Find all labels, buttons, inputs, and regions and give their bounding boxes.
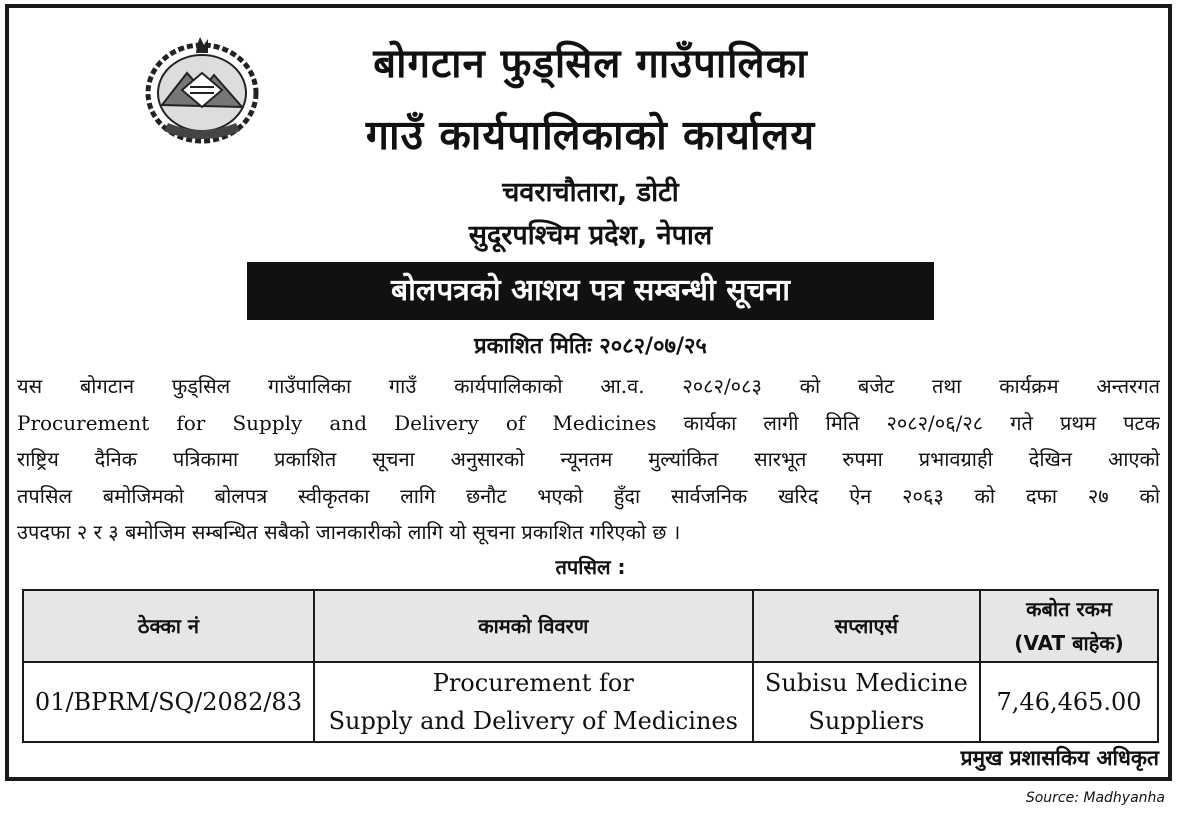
body-line: राष्ट्रिय दैनिक पत्रिकामा प्रकाशित सूचना अनुसारको न्यूनतम मुल्यांकित सारभूत रुपमा प्रभावग्राही देखिन आएको <box>17 447 1160 471</box>
body-line: Procurement for Supply and Delivery of Medicines कार्यका लागी मिति २०८२/०६/२८ गते प्रथम पटक <box>17 410 1160 435</box>
signatory: प्रमुख प्रशासकिय अधिकृत <box>960 746 1159 770</box>
table-header-row <box>23 590 1158 662</box>
office-name: गाउँ कार्यपालिकाको कार्यालय <box>365 111 816 159</box>
header-amount-line1: कबोत रकम <box>1026 597 1112 621</box>
description-line2: Supply and Delivery of Medicines <box>328 707 738 735</box>
notice-title-banner <box>247 262 934 320</box>
header-amount <box>980 590 1158 662</box>
description-line1: Procurement for <box>432 669 634 697</box>
body-line: तपसिल बमोजिमको बोलपत्र स्वीकृतका लागि छनौट भएको हुँदा सार्वजनिक खरिद ऐन २०६३ को दफा २७ को <box>17 483 1160 508</box>
province-country: सुदूरपश्चिम प्रदेश, नेपाल <box>468 220 713 251</box>
notice-body <box>17 368 1160 551</box>
procurement-table <box>22 589 1159 743</box>
cell-description <box>314 662 753 742</box>
cell-contract-no: 01/BPRM/SQ/2082/83 <box>23 662 314 742</box>
office-location: चवराचौतारा, डोटी <box>502 177 679 208</box>
header-supplier: सप्लाएर्स <box>753 590 981 662</box>
table-row <box>23 662 1158 742</box>
source-credit: Source: Madhyanha <box>1025 790 1165 806</box>
header-amount-line2: (VAT बाहेक) <box>1014 631 1124 655</box>
header-contract-no: ठेक्का नं <box>23 590 314 662</box>
header-description: कामको विवरण <box>314 590 753 662</box>
notice-title: बोलपत्रको आशय पत्र सम्बन्धी सूचना <box>391 273 790 308</box>
municipality-name: बोगटान फुड्सिल गाउँपालिका <box>373 41 808 87</box>
cell-supplier <box>753 662 981 742</box>
body-line: उपदफा २ र ३ बमोजिम सम्बन्धित सबैको जानकारीको लागि यो सूचना प्रकाशित गरिएको छ । <box>17 520 681 544</box>
body-line: यस बोगटान फुड्सिल गाउँपालिका गाउँ कार्यपालिकाको आ.व. २०८२/०८३ को बजेट तथा कार्यक्रम अन्तरगत <box>17 374 1160 398</box>
published-date: प्रकाशित मितिः २०८२/०७/२५ <box>474 334 707 359</box>
supplier-line1: Subisu Medicine <box>764 669 968 697</box>
cell-amount: 7,46,465.00 <box>980 662 1158 742</box>
supplier-line2: Suppliers <box>808 707 925 735</box>
tapasil-label: तपसिल : <box>555 555 626 579</box>
